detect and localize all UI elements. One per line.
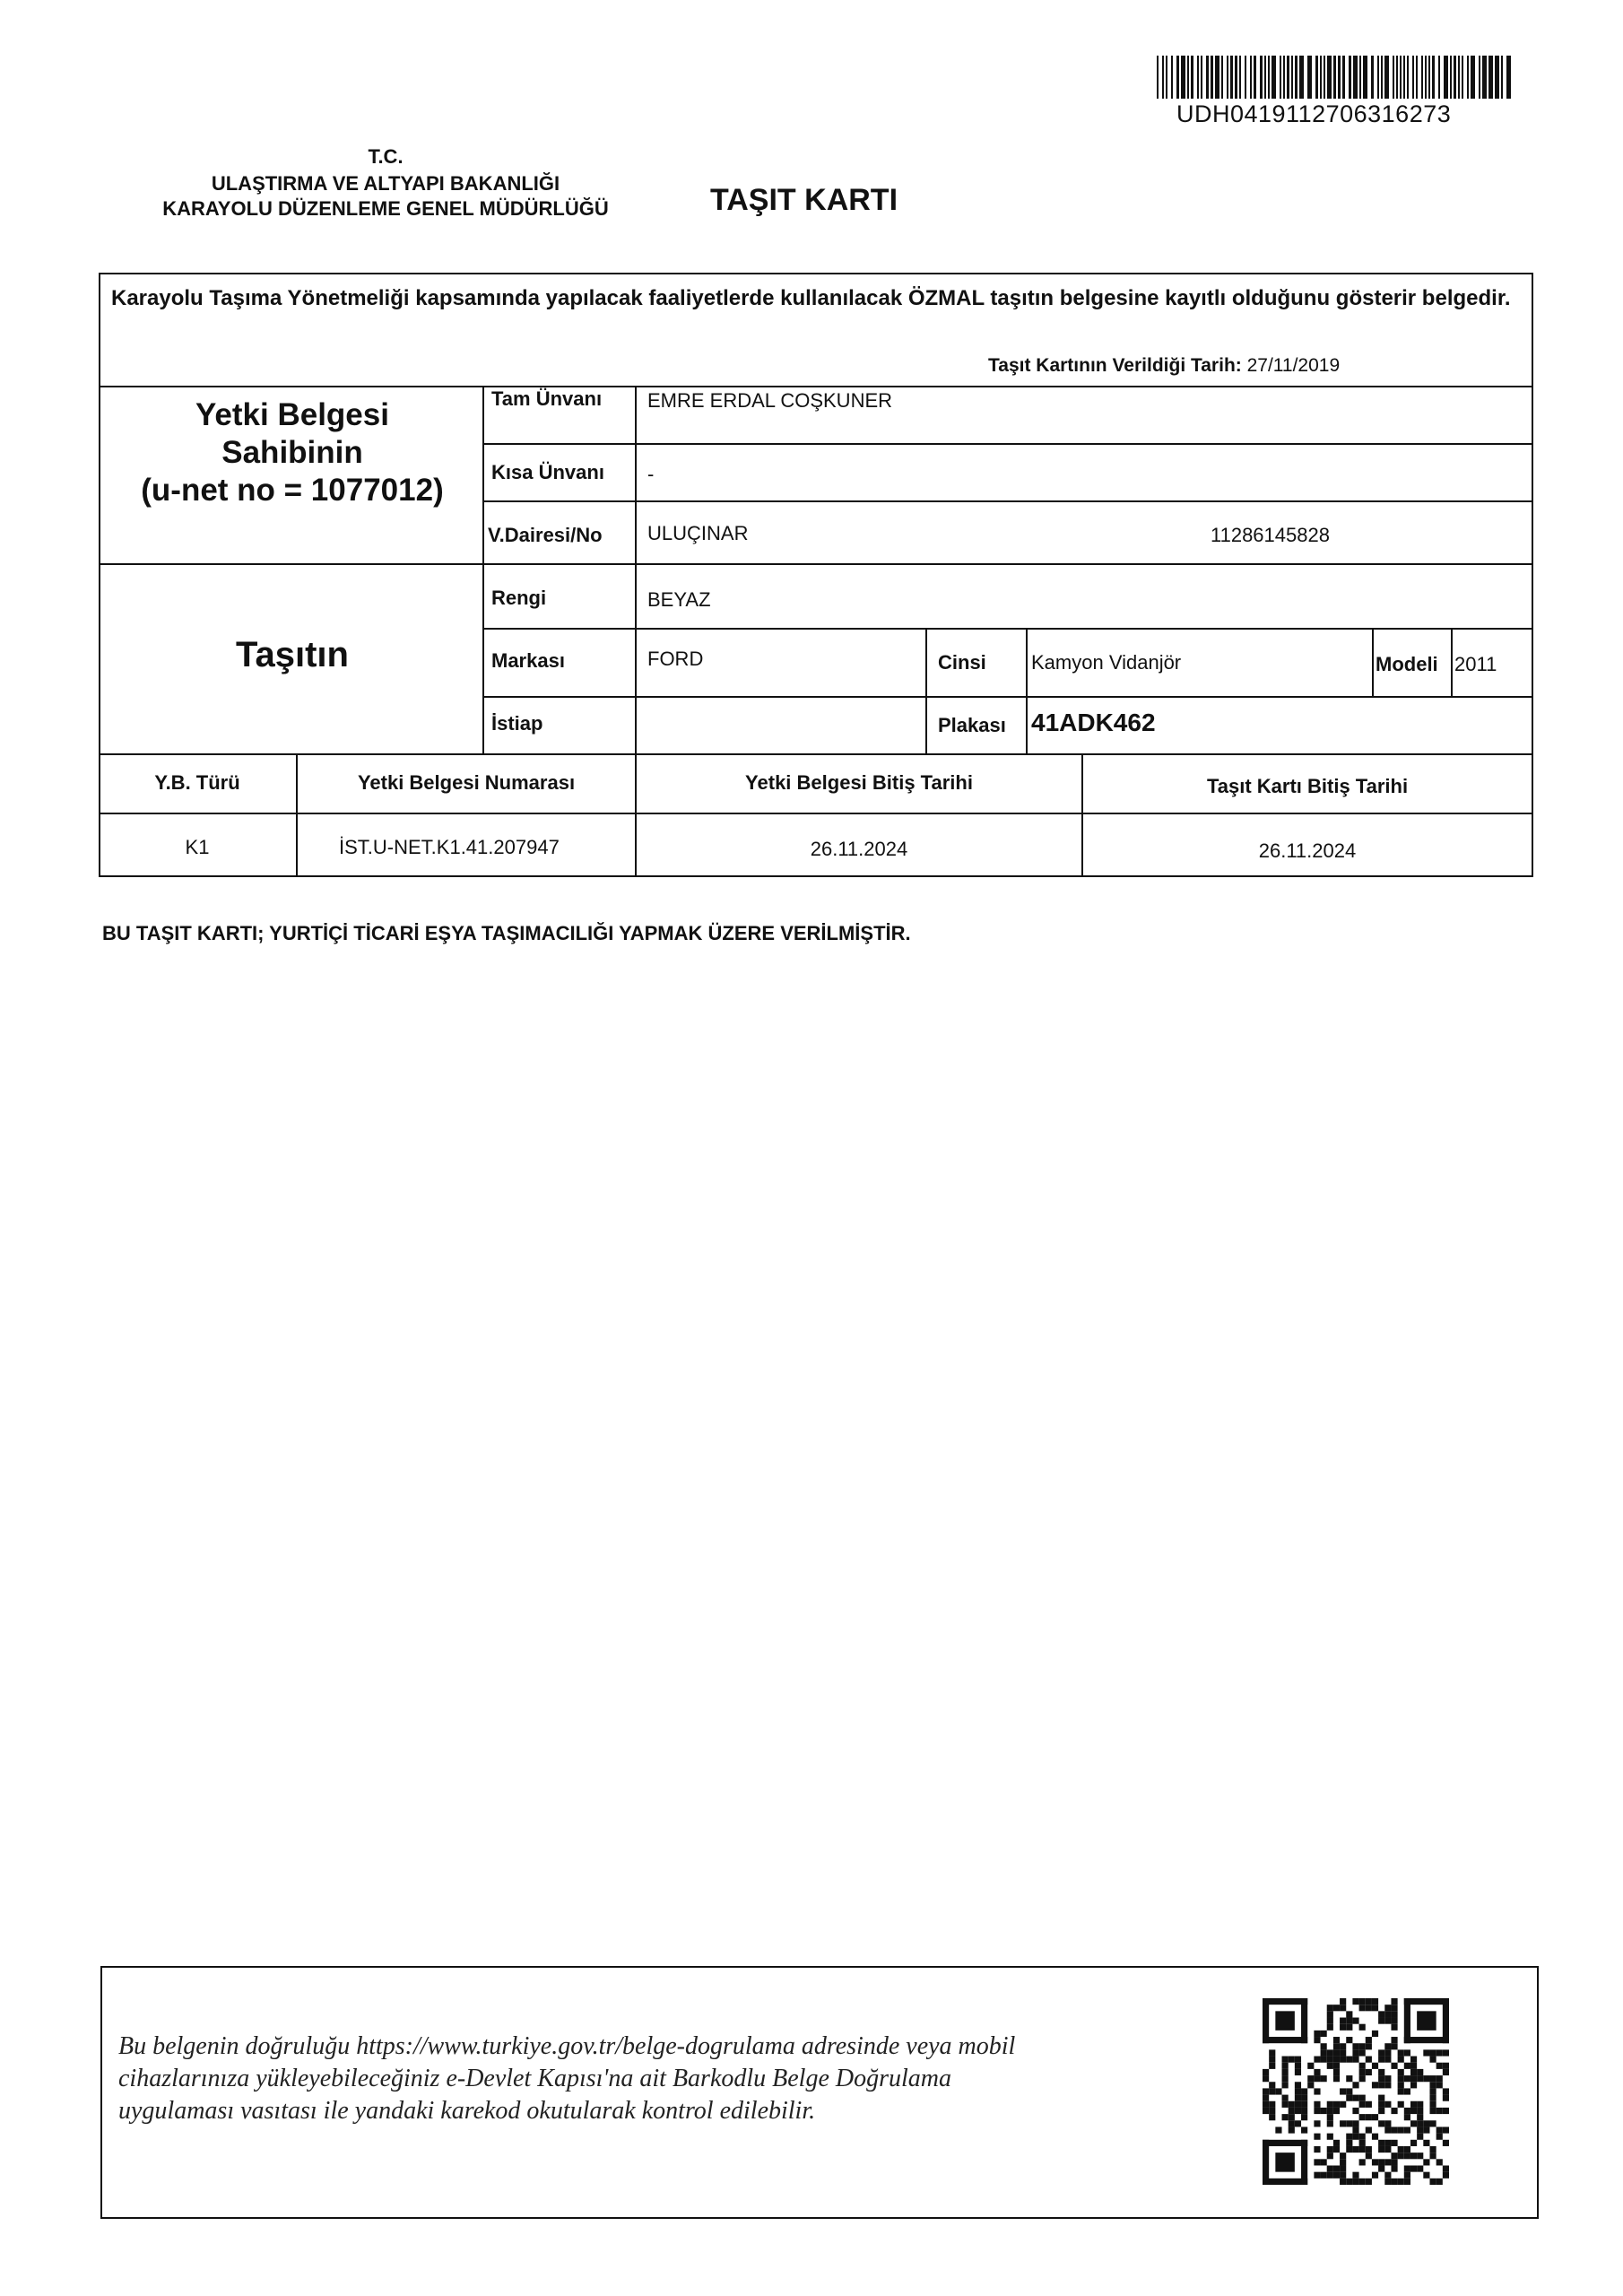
brand-value: FORD [647, 648, 704, 670]
plate-label: Plakası [938, 714, 1006, 736]
grid-line [635, 386, 637, 753]
issue-date [988, 355, 1340, 377]
grid-line [1026, 628, 1028, 753]
grid-line [1451, 628, 1453, 696]
full-name-value: EMRE ERDAL COŞKUNER [647, 389, 893, 412]
card-expiry-value: 26.11.2024 [1258, 839, 1357, 862]
grid-line [484, 500, 1533, 502]
tax-office-value: ULUÇINAR [647, 522, 749, 544]
type-label: Cinsi [938, 651, 986, 674]
cert-expiry-header: Yetki Belgesi Bitiş Tarihi [745, 771, 973, 794]
issue-date-label: Taşıt Kartının Verildiği Tarih: [988, 355, 1242, 376]
qr-code [1263, 1998, 1449, 2185]
grid-line [484, 696, 1533, 698]
barcode [1157, 56, 1511, 99]
purpose-note: BU TAŞIT KARTI; YURTİÇİ TİCARİ EŞYA TAŞIMACILIĞI YAPMAK ÜZERE VERİLMİŞTİR. [102, 922, 911, 944]
grid-line [99, 813, 1533, 814]
owner-section-title [100, 396, 484, 509]
model-value: 2011 [1454, 653, 1497, 675]
header-tc: T.C. [368, 145, 404, 168]
header-directorate: KARAYOLU DÜZENLEME GENEL MÜDÜRLÜĞÜ [162, 197, 609, 220]
model-label: Modeli [1376, 653, 1438, 675]
header-ministry: ULAŞTIRMA VE ALTYAPI BAKANLIĞI [211, 172, 560, 195]
owner-title-line: Yetki Belgesi [195, 397, 389, 432]
grid-line [1372, 628, 1374, 696]
verification-line: uygulaması vasıtası ile yandaki karekod okutularak kontrol edilebilir. [118, 2097, 816, 2125]
short-name-value: - [647, 463, 655, 485]
brand-label: Markası [491, 649, 565, 672]
cert-number-value: İST.U-NET.K1.41.207947 [339, 836, 560, 858]
verification-line: cihazlarınıza yükleyebileceğiniz e-Devlet Kapısı'na ait Barkodlu Belge Doğrulama [118, 2065, 952, 2092]
issue-date-value: 27/11/2019 [1246, 355, 1341, 376]
card-expiry-header: Taşıt Kartı Bitiş Tarihi [1206, 775, 1409, 797]
grid-line [925, 628, 927, 753]
grid-line [99, 563, 1533, 565]
verification-line: Bu belgenin doğruluğu https://www.turkiye.gov.tr/belge-dogrulama adresinde veya mobil [118, 2032, 1016, 2060]
cert-number-header: Yetki Belgesi Numarası [357, 771, 576, 794]
owner-unet-no: (u-net no = 1077012) [141, 473, 444, 508]
cert-type-header: Y.B. Türü [154, 771, 240, 794]
barcode-number: UDH0419112706316273 [1176, 100, 1452, 127]
grid-line [99, 386, 1533, 387]
grid-line [484, 628, 1533, 630]
verification-text [118, 2031, 1159, 2127]
grid-line [484, 443, 1533, 445]
full-name-label: Tam Ünvanı [491, 387, 603, 410]
document-title: TAŞIT KARTI [710, 183, 898, 217]
plate-value: 41ADK462 [1031, 709, 1156, 736]
tax-number-value: 11286145828 [1211, 524, 1330, 546]
color-value: BEYAZ [647, 588, 711, 611]
cert-type-value: K1 [185, 836, 210, 858]
capacity-label: İstiap [491, 712, 543, 735]
cert-expiry-value: 26.11.2024 [810, 838, 908, 860]
color-label: Rengi [491, 587, 547, 609]
type-value: Kamyon Vidanjör [1031, 651, 1182, 674]
tax-office-label: V.Dairesi/No [488, 524, 603, 546]
short-name-label: Kısa Ünvanı [491, 461, 604, 483]
owner-title-line: Sahibinin [221, 435, 363, 470]
grid-line [99, 753, 1533, 755]
vehicle-section-title: Taşıtın [236, 635, 349, 674]
intro-text: Karayolu Taşıma Yönetmeliği kapsamında yapılacak faaliyetlerde kullanılacak ÖZMAL taşıtın belgesine kayıtlı olduğunu gösterir belgedir. [111, 286, 1511, 310]
